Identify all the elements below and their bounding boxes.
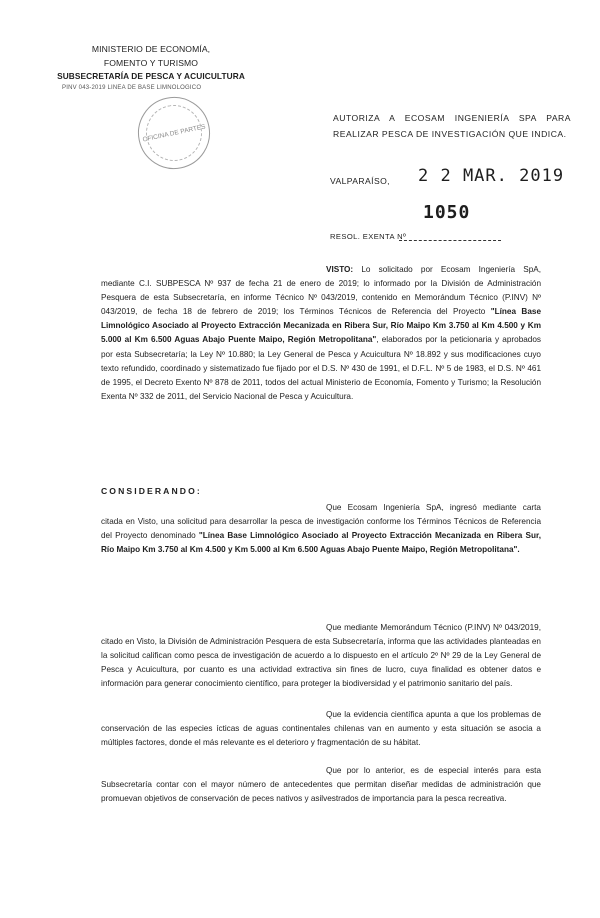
p1-body: carta citada en Visto, una solicitud para desarrollar la pesca de investigación conforme los Términos Técnicos de Referencia del Proyecto denominado bbox=[101, 503, 541, 541]
considerando-paragraph-2 bbox=[101, 621, 541, 691]
p2-body: 043/2019, citado en Visto, la División de Administración Pesquera de esta Subsecretaría, informa que las actividades planteadas en la solicitud califican como pesca de investigación de acuerdo a lo dispuesto en el artículo 2º Nº 29 de la Ley General de Pesca y Acuicultura, por cuanto es una actividad extractiva sin fines de lucro, cuya finalidad es obtener datos e información para generar conocimiento científico, para proteger la biodiversidad y el patrimonio sanitario del país. bbox=[101, 623, 541, 689]
visto-paragraph bbox=[101, 263, 541, 404]
subsecretaria-name: SUBSECRETARÍA DE PESCA Y ACUICULTURA bbox=[57, 71, 245, 81]
resolution-number-line bbox=[399, 240, 501, 241]
considerando-paragraph-1 bbox=[101, 501, 541, 557]
p2-lead: Que mediante Memorándum Técnico (P.INV) Nº bbox=[326, 623, 502, 632]
resolution-title: AUTORIZA A ECOSAM INGENIERÍA SPA PARA REALIZAR PESCA DE INVESTIGACIÓN QUE INDICA. bbox=[333, 113, 571, 139]
date-stamp: 2 2 MAR. 2019 bbox=[418, 166, 565, 186]
place-label: VALPARAÍSO, bbox=[330, 176, 390, 186]
considerando-paragraph-4 bbox=[101, 764, 541, 806]
considerando-heading: CONSIDERANDO: bbox=[101, 486, 202, 496]
p3-lead: Que la evidencia científica apunta a que los bbox=[326, 710, 489, 719]
p4-body: esta Subsecretaría contar con el mayor número de antecedentes que permitan diseñar medidas de administración que promuevan objetivos de conservación de peces nativos y asilvestrados de importancia para la pesca recreativa. bbox=[101, 766, 541, 804]
resolution-label: RESOL. EXENTA Nº bbox=[330, 232, 407, 241]
visto-label: VISTO: bbox=[326, 265, 354, 274]
p4-lead: Que por lo anterior, es de especial interés para bbox=[326, 766, 521, 775]
p1-lead: Que Ecosam Ingeniería SpA, ingresó mediante bbox=[326, 503, 517, 512]
resolution-number: 1050 bbox=[423, 202, 471, 223]
visto-intro: Lo solicitado por Ecosam Ingeniería SpA, bbox=[361, 265, 541, 274]
visto-body-b: , elaborados por la peticionaria y aprobados por esta Subsecretaría; la Ley Nº 10.880; la Ley General de Pesca y Acuicultura Nº 18.892 y sus modificaciones cuyo texto refundido, coordinado y sistematizado fue fijado por el D.S. Nº 430 de 1991, el D.F.L. Nº 5 de 1983, el D.S. Nº 461 de 1995, el Decreto Exento Nº 878 de 2011, todos del actual Ministerio de Economía, Fomento y Turismo; la Resolución Exenta Nº 332 de 2011, del Servicio Nacional de Pesca y Acuicultura. bbox=[101, 335, 541, 401]
stamp-text: OFICINA DE PARTES bbox=[141, 122, 207, 144]
ministry-line-2: FOMENTO Y TURISMO bbox=[103, 58, 199, 68]
p1-project-title: "Línea Base Limnológico Asociado al Proyecto Extracción Mecanizada en Ribera Sur, Río Maipo Km 3.750 al Km 4.500 y Km 5.000 al Km 6.500 Aguas Abajo Puente Maipo, Región Metropolitana". bbox=[101, 531, 541, 555]
stamp-inner-ring bbox=[141, 100, 207, 166]
visto-body-a: mediante C.I. SUBPESCA Nº 937 de fecha 21 de enero de 2019; lo informado por la División de Administración Pesquera de esta Subsecretaría, en informe Técnico Nº 043/2019, contenido en Memorándum Técnico (P.INV) Nº 043/2019, de fecha 18 de febrero de 2019; los Términos Técnicos de Referencia del Proyecto bbox=[101, 279, 541, 317]
office-stamp bbox=[131, 90, 216, 175]
visto-project-title: "Línea Base Limnológico Asociado al Proyecto Extracción Mecanizada en Ribera Sur, Río Maipo Km 3.750 al Km 4.500 y Km 5.000 al Km 6.500 Aguas Abajo Puente Maipo, Región Metropolitana" bbox=[101, 307, 542, 345]
document-reference: PINV 043-2019 LINEA DE BASE LIMNOLOGICO bbox=[62, 85, 202, 91]
considerando-paragraph-3 bbox=[101, 708, 541, 750]
p3-body: problemas de conservación de las especies ícticas de aguas continentales chilenas van en aumento y esta situación se asocia a múltiples factores, donde el más relevante es el deterioro y fragmentación de su hábitat. bbox=[101, 710, 542, 748]
ministry-line-1: MINISTERIO DE ECONOMÍA, bbox=[91, 44, 211, 54]
